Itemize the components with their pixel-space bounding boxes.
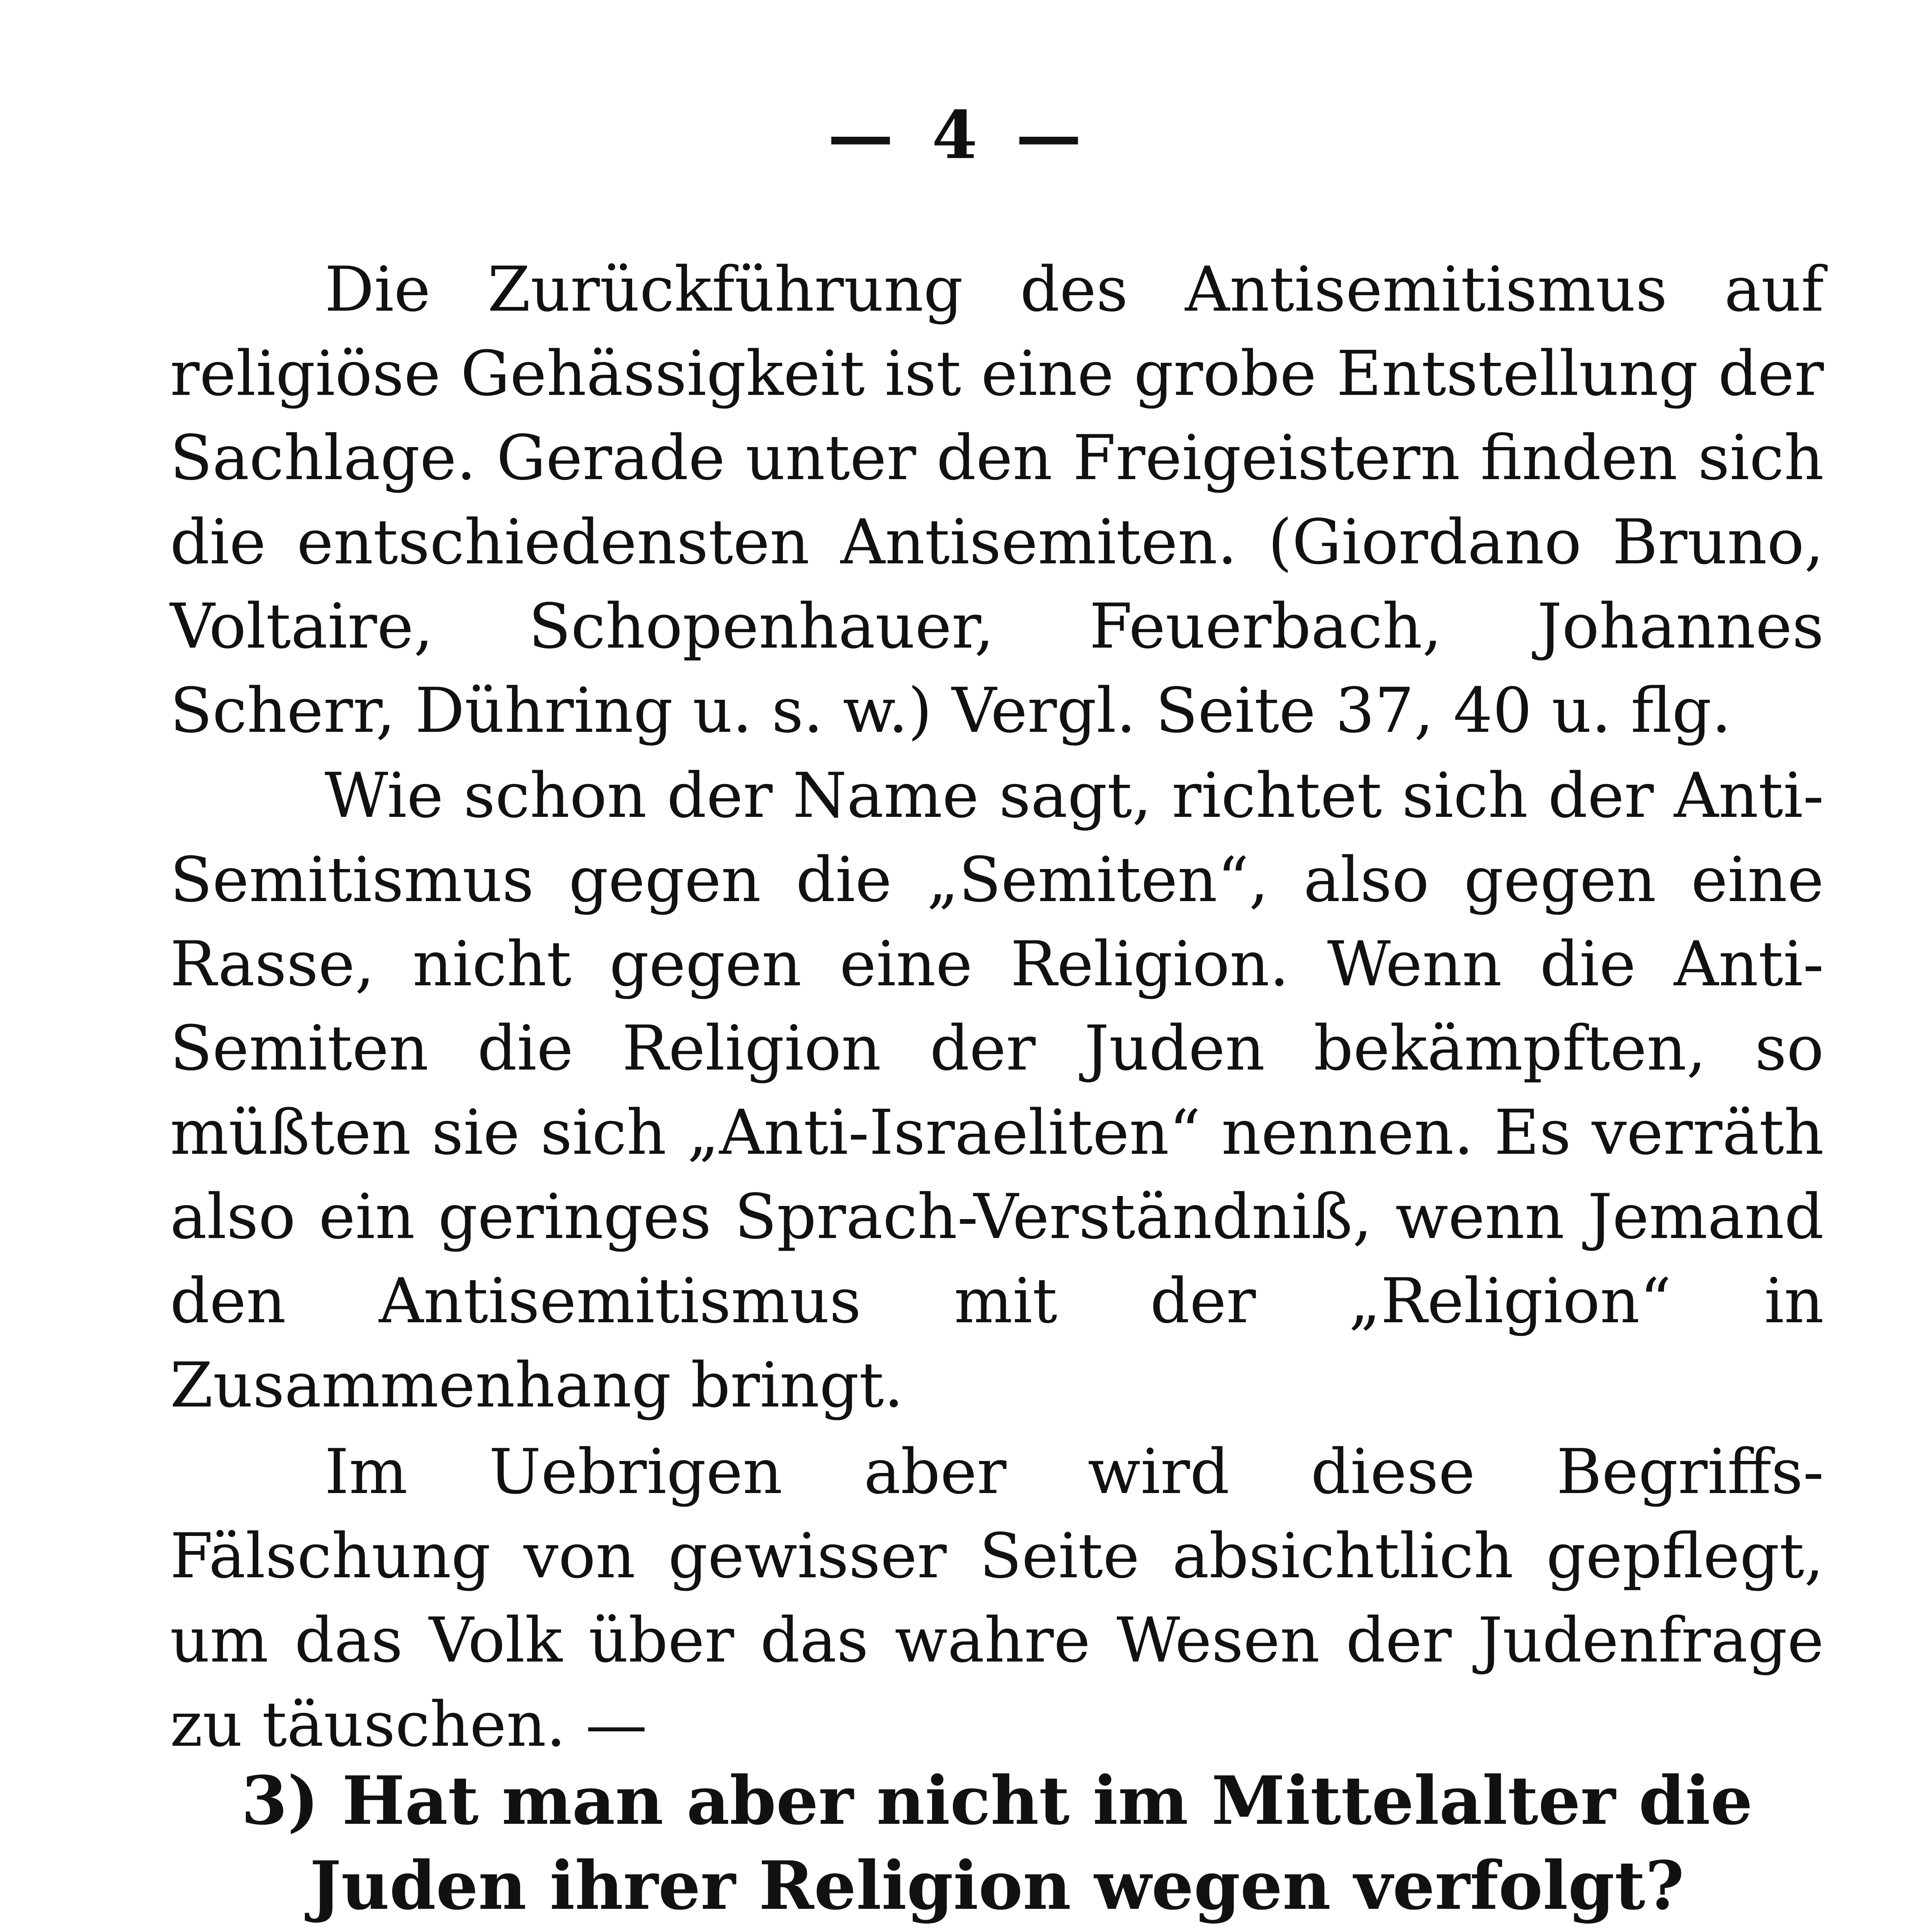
section-heading: 3) Hat man aber nicht im Mittelalter die Juden ihrer Religion wegen verfolgt? bbox=[241, 1761, 1753, 1925]
page-number: — 4 — bbox=[828, 97, 1089, 174]
paragraph-2: Wie schon der Name sagt, richtet sich der Anti-Semitismus gegen die „Semiten“, also gegen eine Rasse, nicht gegen eine Religion. Wenn die Anti-Semiten die Religion der Juden bekämpften, so müßten sie sich „Anti-Israeliten“ nennen. Es verräth also ein geringes Sprach-Verständniß, wenn Jemand den Antisemitismus mit der „Religion“ in Zusammenhang bringt. bbox=[170, 759, 1824, 1421]
paragraph-1: Die Zurückführung des Antisemitismus auf religiöse Gehässigkeit ist eine grobe Entstellung der Sachlage. Gerade unter den Freigeistern finden sich die entschiedensten Antisemiten. (Giordano Bruno, Voltaire, Schopenhauer, Feuerbach, Johannes Scherr, Dühring u. s. w.) Vergl. Seite 37, 40 u. flg. bbox=[170, 253, 1824, 747]
paragraph-3: Im Uebrigen aber wird diese Begriffs-Fälschung von gewisser Seite absichtlich gepflegt, um das Volk über das wahre Wesen der Judenfrage zu täuschen. — bbox=[170, 1435, 1824, 1760]
